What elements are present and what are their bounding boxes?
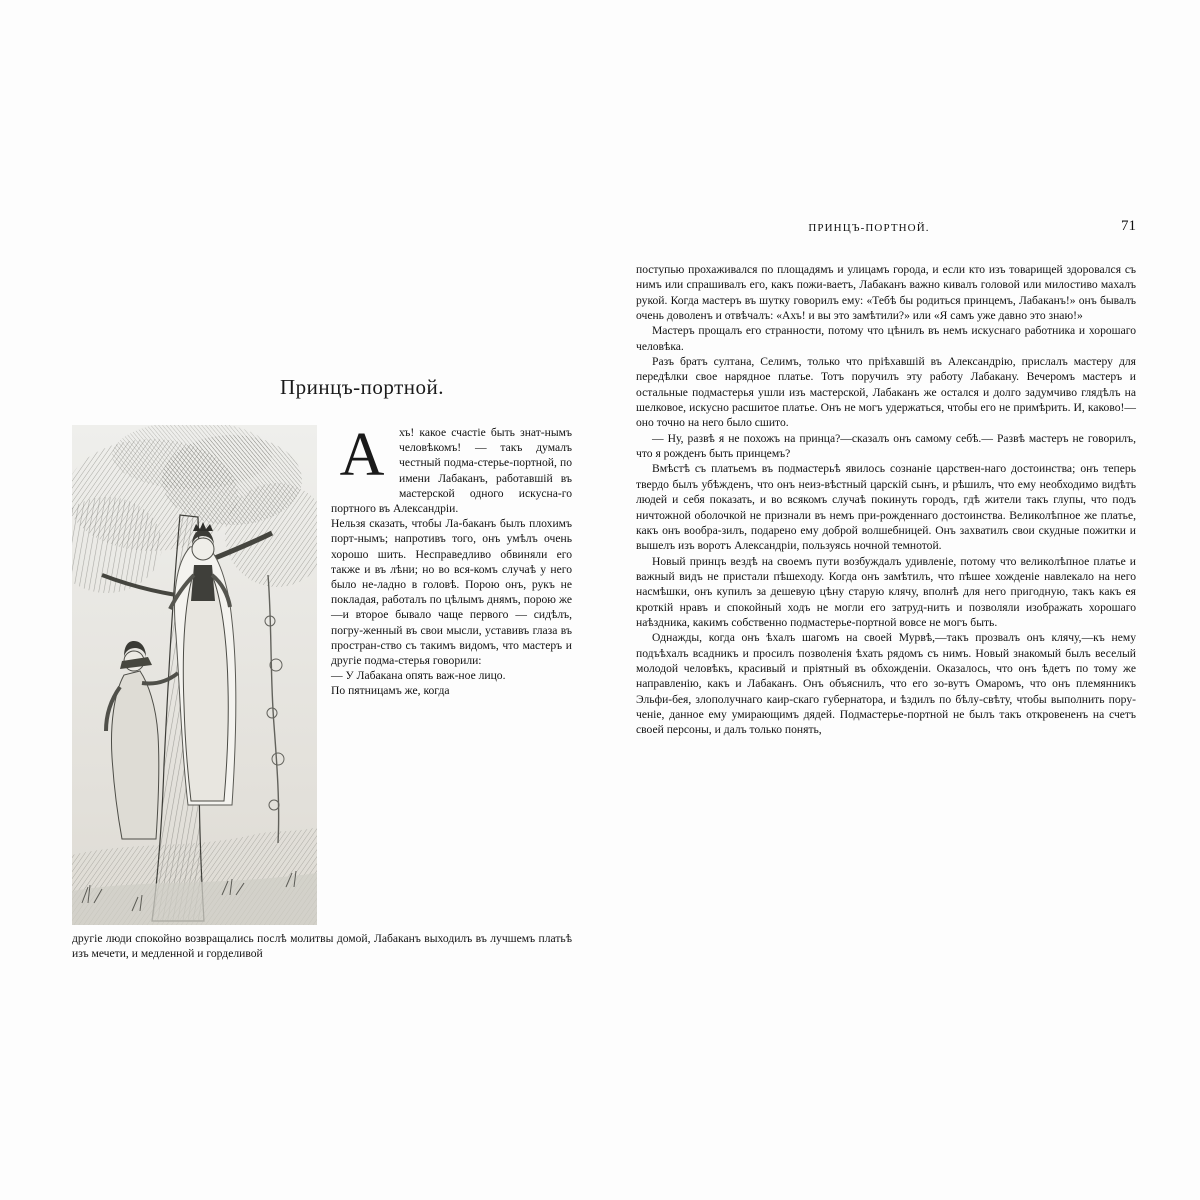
left-page — [72, 220, 572, 980]
paragraph: другіе люди спокойно возвращались послѣ молитвы домой, Лабаканъ выходилъ въ лучшемъ платьѣ изъ мечети, и медленной и горделивой — [72, 932, 572, 961]
right-page — [636, 218, 1136, 738]
paragraph: Однажды, когда онъ ѣхалъ шагомъ на своей Мурвѣ,—такъ прозвалъ онъ клячу,—къ нему подъѣхалъ всадникъ и просилъ позволенія ѣхать рядомъ съ нимъ. Новый знакомый былъ веселый молодой человѣкъ, красивый и пріятный въ обхожденіи. Оказалось, что онъ ѣдетъ по тому же направленію, какъ и Лабаканъ. Онъ объяснилъ, что его зо-вутъ Омаромъ, что онъ племянникъ Эльфи-бея, злополучнаго каир-скаго губернатора, и ѣздилъ по бѣлу-свѣту, чтобы выполнить пору-ченіе, данное ему умирающимъ дядей. Подмастерье-портной не былъ такъ откровененъ на счетъ своей персоны, и далъ только понять, — [636, 631, 1136, 737]
drop-cap-letter: А — [339, 421, 385, 489]
paragraph: поступью прохаживался по площадямъ и улицамъ города, и если кто изъ товарищей здоровался съ нимъ или спрашивалъ его, какъ пожи-ваетъ, Лабаканъ важно кивалъ головой или милостиво махалъ рукой. Когда мастеръ въ шутку говорилъ ему: «Тебѣ бы родиться принцемъ, Лабаканъ!» онъ бывалъ очень доволенъ и отвѣчалъ: «Ахъ! и вы это замѣтили?» или «Я самъ уже давно это знаю!» — [636, 263, 1136, 323]
paragraph: Новый принцъ вездѣ на своемъ пути возбуждалъ удивленіе, потому что великолѣпное платье и важный видъ не пристали пѣшеходу. Когда онъ замѣтилъ, что пѣшее хожденіе навлекало на него насмѣшки, онъ купилъ за дешевую цѣну старую клячу, вполнѣ для него пригодную, такъ какъ ея кроткій нравъ и спокойный ходъ не могли его затруд-нить и позволяли изображать хорошаго наѣздника, какимъ собственно подмастерье-портной вовсе не могъ быть. — [636, 554, 1136, 629]
running-head-title: ПРИНЦЪ-ПОРТНОЙ. — [808, 222, 930, 234]
left-full-width-text — [72, 929, 572, 961]
paragraph: — У Лабакана опять важ-ное лицо. — [331, 669, 506, 683]
right-page-body — [636, 262, 1136, 738]
paragraph: Нельзя сказать, чтобы Ла-баканъ былъ плохимъ порт-нымъ; напротивъ того, онъ умѣлъ очень хорошо шить. Несправедливо обвиняли его также и въ лѣни; но во вся-комъ случаѣ у него было не-ладно в головѣ. Порою онъ, рукъ не покладая, работалъ по цѣлымъ днямъ, порою же—и второе бывало чаще первого — сидѣлъ, погру-женный въ свои мысли, уставивъ глаза въ простран-ство съ такимъ видомъ, что мастеръ и другіе подма-стерья говорили: — [331, 517, 572, 668]
paragraph: Мастеръ прощалъ его странности, потому что цѣнилъ въ немъ искуснаго работника и хорошаго человѣка. — [636, 324, 1136, 353]
paragraph: По пятницамъ же, когда — [331, 684, 450, 698]
page-number: 71 — [1121, 218, 1136, 234]
left-narrow-column — [331, 421, 572, 699]
paragraph: Разъ братъ султана, Селимъ, только что пріѣхавшій въ Александрію, прислалъ мастеру для передѣлки свое нарядное платье. Тотъ поручилъ эту работу Лабакану. Вечеромъ мастеръ и остальные подмастерья ушли изъ мастерской, Лабаканъ же остался и долго задумчиво глядѣлъ на шелковое, искусно расшитое платье. Онъ не могъ удержаться, чтобы его не примѣрить. И, каково!—оно точно на него было сшито. — [636, 355, 1136, 430]
paragraph: хъ! какое счастіе быть знат-нымъ человѣкомъ! — такъ думалъ честный подма-стерье-портной, по имени Лабаканъ, работавшій въ мастерской одного искусна-го портного въ Александріи. — [331, 426, 572, 516]
illustration-artwork — [72, 425, 317, 925]
paragraph-dialogue: — Ну, развѣ я не похожъ на принца?—сказалъ онъ самому себѣ.— Развѣ мастеръ не говорилъ, что я рожденъ быть принцемъ? — [636, 431, 1136, 461]
running-head — [636, 218, 1136, 248]
drop-cap — [331, 421, 393, 489]
chapter-illustration — [72, 425, 317, 925]
left-page-body — [72, 421, 572, 961]
chapter-title: Принцъ-портной. — [279, 375, 445, 399]
paragraph: Вмѣстѣ съ платьемъ въ подмастерьѣ явилось сознаніе царствен-наго достоинства; онъ теперь твердо былъ убѣжденъ, что онъ неиз-вѣстный царскій сынъ, и рѣшилъ, что ему необходимо видѣть людей и себя показать, и во всякомъ случаѣ покинуть городъ, гдѣ жители такъ глупы, что подъ ничтожной оболочкой не признали въ немъ при-рожденнаго достоинства. Великолѣпное же платье, какъ онъ вообра-зилъ, подарено ему доброй волшебницей. Онъ захватилъ свои скудные пожитки и вышелъ изъ воротъ Александріи, пользуясь ночной темнотой. — [636, 462, 1136, 553]
